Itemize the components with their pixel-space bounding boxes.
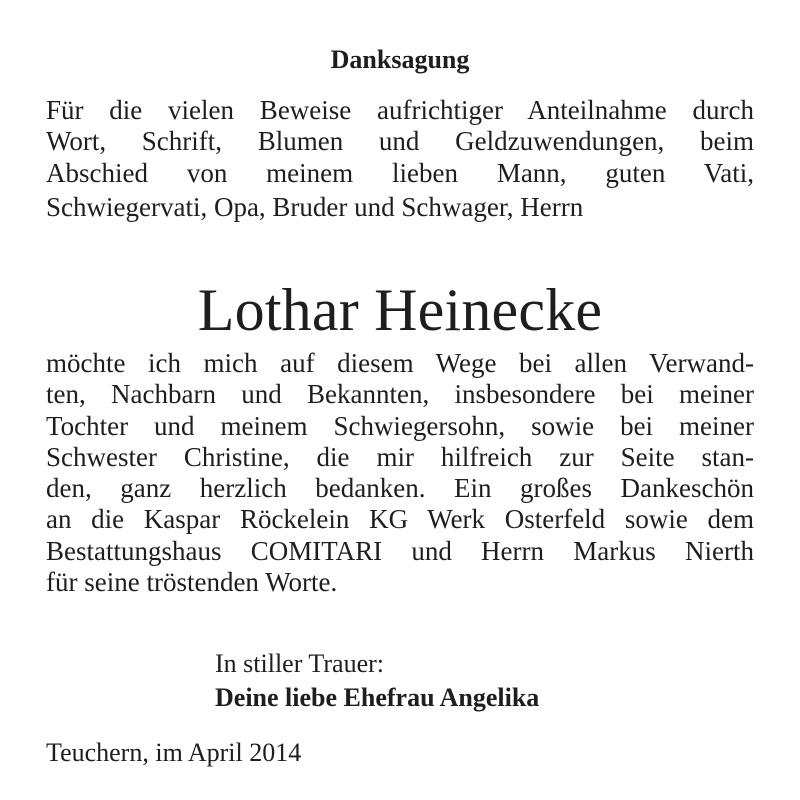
intro-line: Schwiegervati, Opa, Bruder und Schwager, Herrn <box>46 191 584 222</box>
body-line: Schwester Christine, die mir hilfreich zur Seite stan- <box>46 441 754 472</box>
body-line: Bestattungshaus COMITARI und Herrn Markus Nierth <box>46 535 754 566</box>
intro-line: Wort, Schrift, Blumen und Geldzuwendungen, beim <box>46 126 754 157</box>
deceased-name: Lothar Heinecke <box>197 277 603 343</box>
signer-name: Deine liebe Ehefrau Angelika <box>215 683 540 712</box>
body-line: ten, Nachbarn und Bekannten, insbesondere bei meiner <box>46 379 754 410</box>
intro-line: Abschied von meinem lieben Mann, guten Vati, <box>46 157 754 188</box>
closing-block <box>215 647 539 715</box>
closing-intro: In stiller Trauer: <box>215 649 384 678</box>
body-line: an die Kaspar Röckelein KG Werk Osterfeld sowie dem <box>46 504 754 535</box>
intro-line: Für die vielen Beweise aufrichtiger Anteilnahme durch <box>46 95 754 125</box>
body-line: den, ganz herzlich bedanken. Ein großes Dankeschön <box>46 473 754 503</box>
body-line: möchte ich mich auf diesem Wege bei allen Verwand- <box>46 348 754 378</box>
body-paragraph <box>46 348 754 598</box>
body-line: für seine tröstenden Worte. <box>46 566 338 597</box>
notice-heading: Danksagung <box>330 45 470 74</box>
intro-paragraph <box>46 95 754 223</box>
body-line: Tochter und meinem Schwiegersohn, sowie bei meiner <box>46 410 754 441</box>
place-and-date: Teuchern, im April 2014 <box>46 738 302 767</box>
